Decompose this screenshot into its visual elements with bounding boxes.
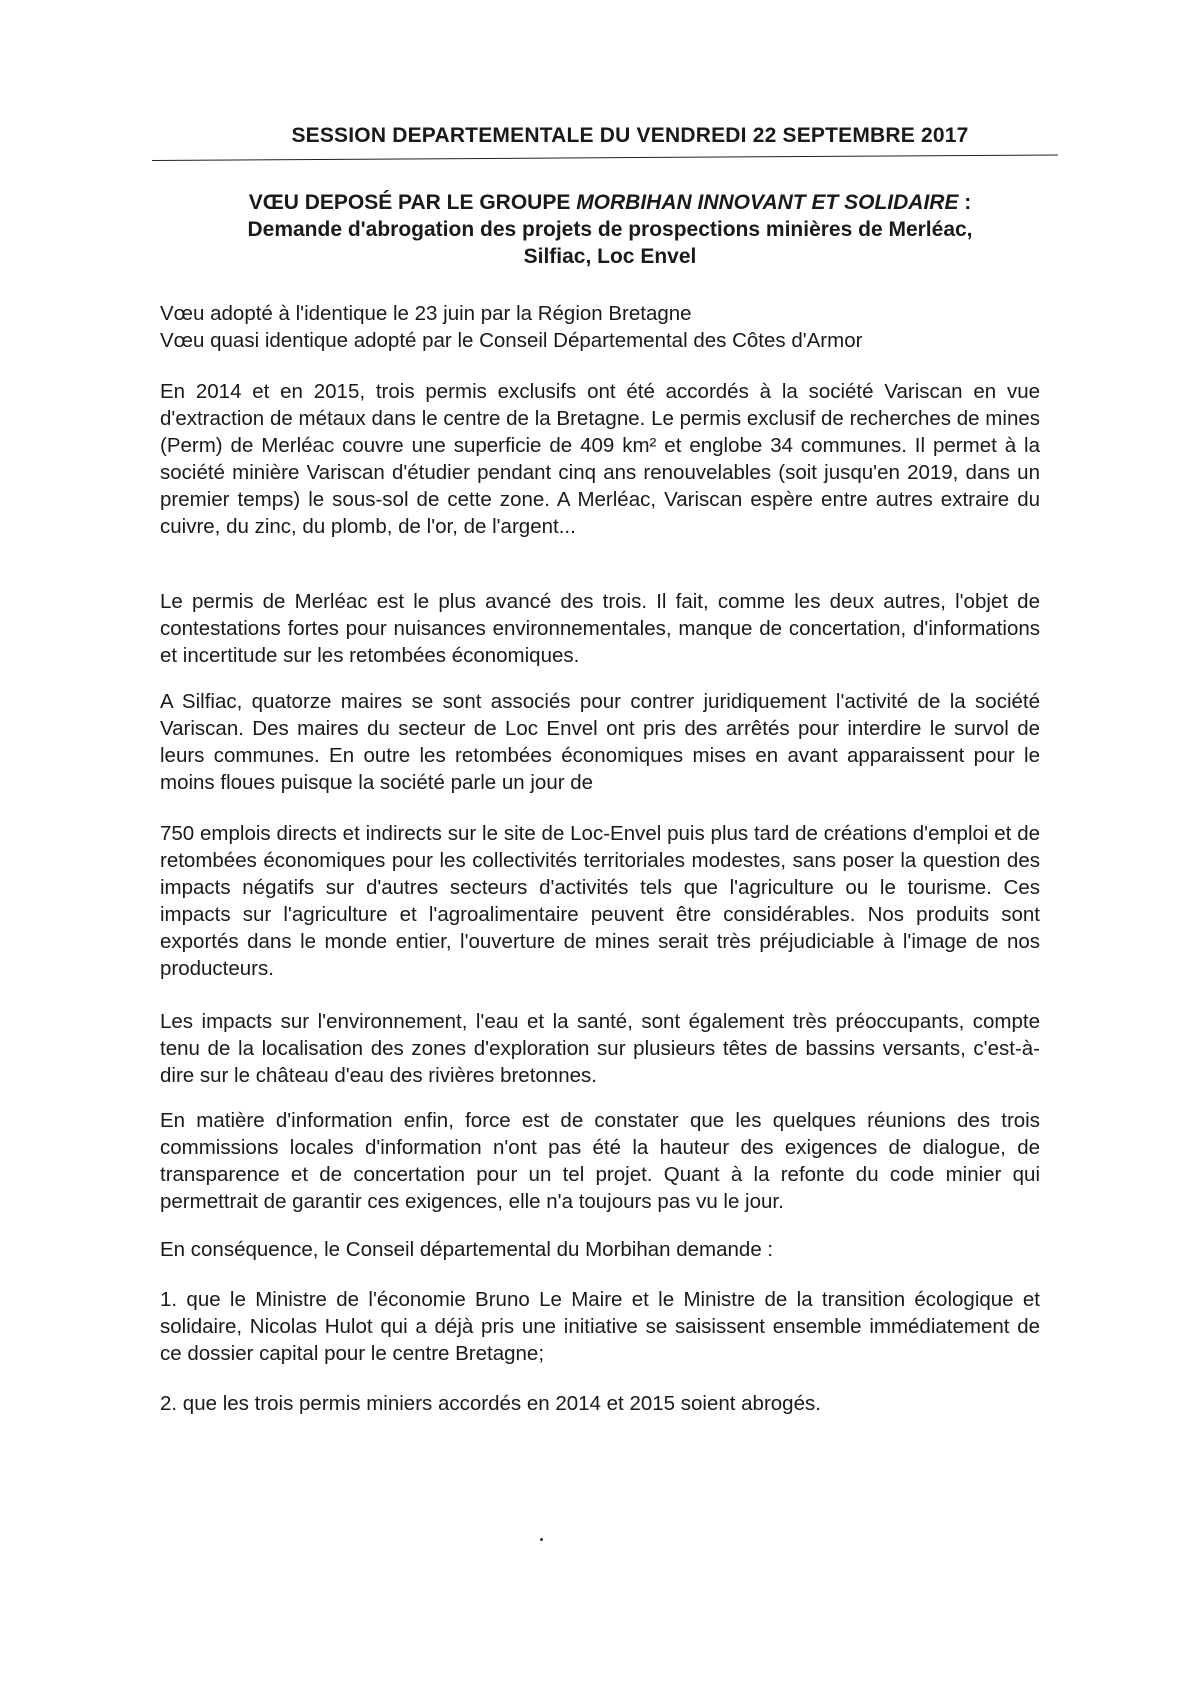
request-item-1 xyxy=(160,1286,1040,1367)
paragraph-6-text: En matière d'information enfin, force est de constater que les quelques réunions des trois commissions locales d'information n'ont pas été la hauteur des exigences de dialogue, de transparence et de concertation pour un tel projet. Quant à la refonte du code minier qui permettrait de garantir ces exigences, elle n'a toujours pas vu le jour. xyxy=(160,1109,1040,1213)
paragraph-2 xyxy=(160,588,1040,669)
paragraph-5 xyxy=(160,1008,1040,1089)
intro-block xyxy=(160,300,1040,354)
paragraph-5-text: Les impacts sur l'environnement, l'eau et la santé, sont également très préoccupants, compte tenu de la localisation des zones d'exploration sur plusieurs têtes de bassins versants, c'est-à-dire sur le château d'eau des rivières bretonnes. xyxy=(160,1010,1040,1087)
session-title: SESSION DEPARTEMENTALE DU VENDREDI 22 SEPTEMBRE 2017 xyxy=(291,124,969,147)
motion-title-suffix: : xyxy=(958,191,972,214)
intro-line-2: Vœu quasi identique adopté par le Conseil Départemental des Côtes d'Armor xyxy=(160,329,863,352)
paragraph-7 xyxy=(160,1236,1040,1263)
paragraph-1 xyxy=(160,378,1040,540)
intro-line-1: Vœu adopté à l'identique le 23 juin par la Région Bretagne xyxy=(160,302,692,325)
paragraph-1-text: En 2014 et en 2015, trois permis exclusifs ont été accordés à la société Variscan en vue d'extraction de métaux dans le centre de la Bretagne. Le permis exclusif de recherches de mines (Perm) de Merléac couvre une superficie de 409 km² et englobe 34 communes. Il permet à la société minière Variscan d'étudier pendant cinq ans renouvelables (soit jusqu'en 2019, dans un premier temps) le sous-sol de cette zone. A Merléac, Variscan espère entre autres extraire du cuivre, du zinc, du plomb, de l'or, de l'argent... xyxy=(160,380,1040,538)
request-item-2 xyxy=(160,1390,1040,1417)
paragraph-3-text: A Silfiac, quatorze maires se sont associés pour contrer juridiquement l'activité de la société Variscan. Des maires du secteur de Loc Envel ont pris des arrêtés pour interdire le survol de leurs communes. En outre les retombées économiques mises en avant apparaissent pour le moins floues puisque la société parle un jour de xyxy=(160,690,1040,794)
motion-title-line1 xyxy=(160,189,1060,216)
paragraph-2-text: Le permis de Merléac est le plus avancé des trois. Il fait, comme les deux autres, l'objet de contestations fortes pour nuisances environnementales, manque de concertation, d'informations et incertitude sur les retombées économiques. xyxy=(160,590,1040,667)
request-item-1-text: 1. que le Ministre de l'économie Bruno Le Maire et le Ministre de la transition écologique et solidaire, Nicolas Hulot qui a déjà pris une initiative se saisissent ensemble immédiatement de ce dossier capital pour le centre Bretagne; xyxy=(160,1288,1040,1365)
paragraph-4-text: 750 emplois directs et indirects sur le site de Loc-Envel puis plus tard de créations d'emploi et de retombées économiques pour les collectivités territoriales modestes, sans poser la question des impacts négatifs sur d'autres secteurs d'activités tels que l'agriculture ou le tourisme. Ces impacts sur l'agriculture et l'agroalimentaire peuvent être considérables. Nos produits sont exportés dans le monde entier, l'ouverture de mines serait très préjudiciable à l'image de nos producteurs. xyxy=(160,822,1040,980)
request-item-2-text: 2. que les trois permis miniers accordés en 2014 et 2015 soient abrogés. xyxy=(160,1392,821,1415)
header-underline xyxy=(152,154,1058,161)
scan-mark xyxy=(540,1538,543,1541)
paragraph-4 xyxy=(160,820,1040,982)
motion-title-line2: Demande d'abrogation des projets de prospections minières de Merléac, xyxy=(247,218,973,241)
paragraph-6 xyxy=(160,1107,1040,1215)
paragraph-3 xyxy=(160,688,1040,796)
paragraph-7-text: En conséquence, le Conseil départemental du Morbihan demande : xyxy=(160,1238,774,1261)
motion-title-line3: Silfiac, Loc Envel xyxy=(523,245,697,268)
motion-title-prefix: VŒU DEPOSÉ PAR LE GROUPE xyxy=(248,191,577,214)
motion-group-name: MORBIHAN INNOVANT ET SOLIDAIRE xyxy=(576,191,959,214)
motion-title xyxy=(160,189,1060,270)
